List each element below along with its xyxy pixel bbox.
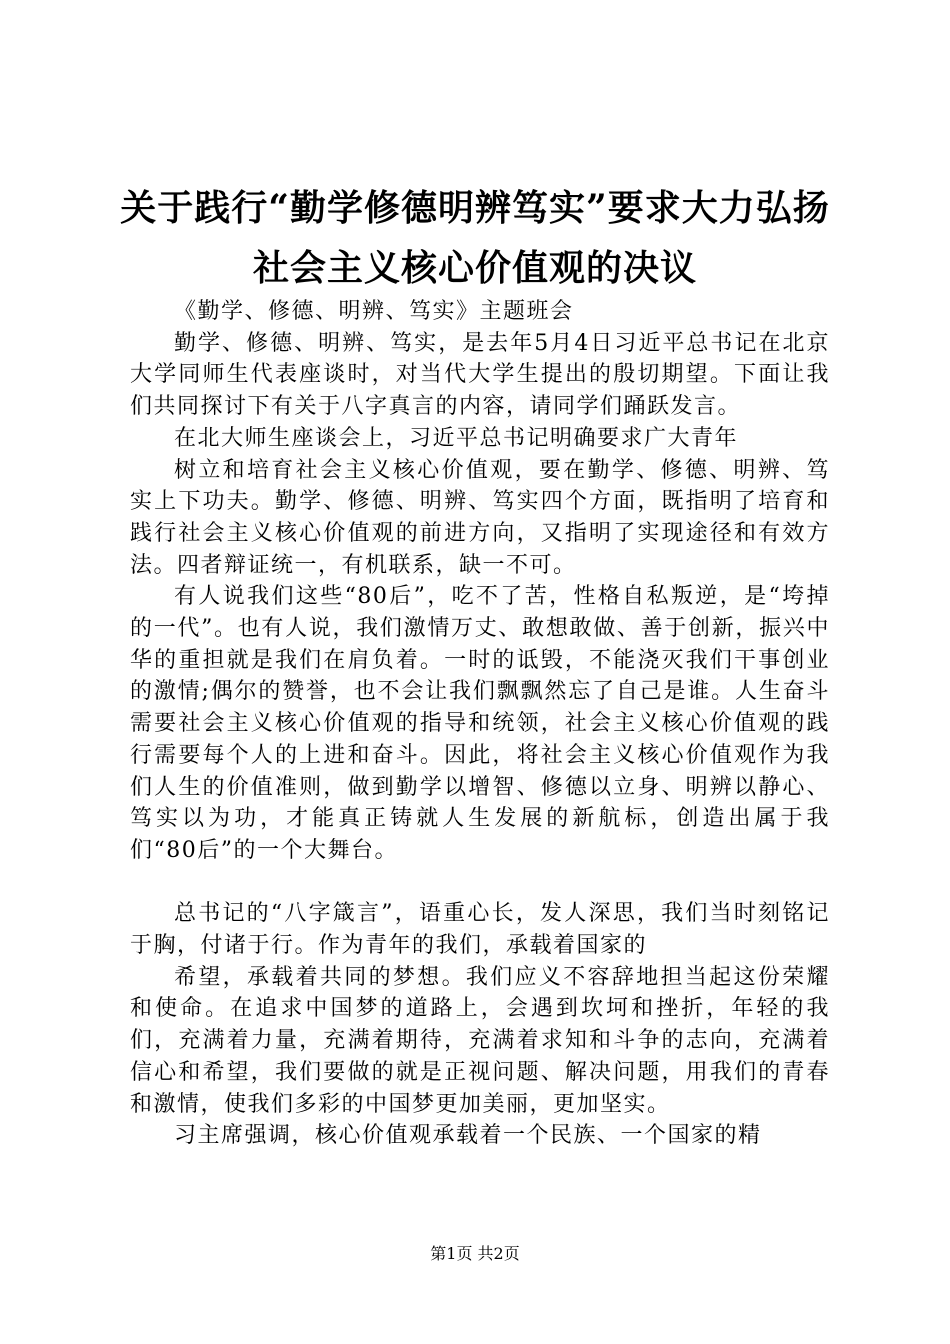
paragraph: 勤学、修德、明辨、笃实，是去年5月4日习近平总书记在北京大学同师生代表座谈时，对当代大学生提出的殷切期望。下面让我们共同探讨下有关于八字真言的内容，请同学们踊跃发言。: [130, 330, 830, 420]
paragraph: 在北大师生座谈会上，习近平总书记明确要求广大青年: [174, 425, 739, 451]
paragraph: 习主席强调，核心价值观承载着一个民族、一个国家的精: [174, 1123, 762, 1149]
paragraph: 希望，承载着共同的梦想。我们应义不容辞地担当起这份荣耀和使命。在追求中国梦的道路上，会遇到坎坷和挫折，年轻的我们，充满着力量，充满着期待，充满着求知和斗争的志向，充满着信心和希望，我们要做的就是正视问题、解决问题，用我们的青春和激情，使我们多彩的中国梦更加美丽，更加坚实。: [130, 964, 830, 1117]
paragraph-subtitle: 《勤学、修德、明辨、笃实》主题班会: [174, 299, 574, 324]
document-body: [130, 296, 830, 1152]
page-footer: 第1页 共2页: [430, 1244, 520, 1263]
document-title-line-1: 关于践行“勤学修德明辨笃实”要求大力弘扬: [120, 187, 830, 229]
paragraph: 总书记的“八字箴言”，语重心长，发人深思，我们当时刻铭记于胸，付诸于行。作为青年的我们，承载着国家的: [130, 901, 830, 959]
paragraph: 树立和培育社会主义核心价值观，要在勤学、修德、明辨、笃实上下功夫。勤学、修德、明辨、笃实四个方面，既指明了培育和践行社会主义核心价值观的前进方向，又指明了实现途径和有效方法。四者辩证统一，有机联系，缺一不可。: [130, 457, 830, 578]
document-title-line-2: 社会主义核心价值观的决议: [252, 247, 697, 289]
paragraph: 有人说我们这些“80后”，吃不了苦，性格自私叛逆，是“垮掉的一代”。也有人说，我们激情万丈、敢想敢做、善于创新，振兴中华的重担就是我们在肩负着。一时的诋毁，不能浇灭我们干事创业的激情;偶尔的赞誉，也不会让我们飘飘然忘了自己是谁。人生奋斗需要社会主义核心价值观的指导和统领，社会主义核心价值观的践行需要每个人的上进和奋斗。因此，将社会主义核心价值观作为我们人生的价值准则，做到勤学以增智、修德以立身、明辨以静心、笃实以为功，才能真正铸就人生发展的新航标，创造出属于我们“80后”的一个大舞台。: [130, 584, 830, 863]
blank-line: [130, 867, 830, 899]
